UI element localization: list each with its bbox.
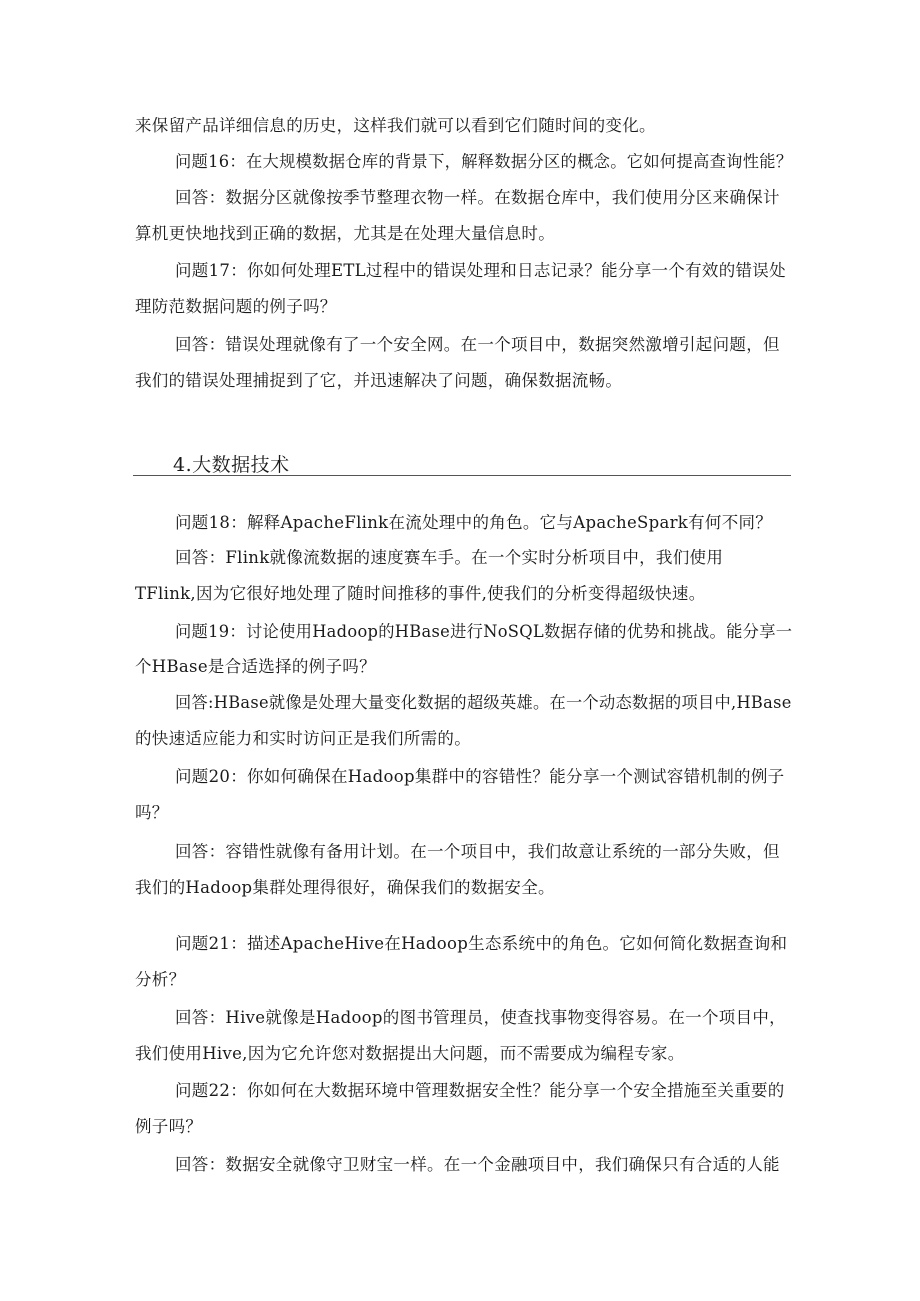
answer-17-line-1: 回答：错误处理就像有了一个安全网。在一个项目中，数据突然激增引起问题，但 <box>175 335 780 354</box>
answer-19-line-2: 的快速适应能力和实时访问正是我们所需的。 <box>135 729 471 748</box>
answer-20-line-2: 我们的Hadoop集群处理得很好，确保我们的数据安全。 <box>135 878 555 897</box>
question-16: 问题16：在大规模数据仓库的背景下，解释数据分区的概念。它如何提高查询性能？ <box>175 152 793 171</box>
answer-16-line-1: 回答：数据分区就像按季节整理衣物一样。在数据仓库中，我们使用分区来确保计 <box>175 188 780 207</box>
question-22-line-2: 例子吗？ <box>135 1117 203 1136</box>
question-20-line-1: 问题20：你如何确保在Hadoop集群中的容错性？能分享一个测试容错机制的例子 <box>175 767 785 786</box>
answer-21-line-1: 回答：Hive就像是Hadoop的图书管理员，使查找事物变得容易。在一个项目中， <box>175 1008 786 1027</box>
question-17-line-2: 理防范数据问题的例子吗？ <box>135 297 337 316</box>
section-heading: 4.大数据技术 <box>173 454 290 476</box>
question-17-line-1: 问题17：你如何处理ETL过程中的错误处理和日志记录？能分享一个有效的错误处 <box>175 261 786 280</box>
answer-22-line-1: 回答：数据安全就像守卫财宝一样。在一个金融项目中，我们确保只有合适的人能 <box>175 1155 780 1174</box>
answer-18-line-1: 回答：Flink就像流数据的速度赛车手。在一个实时分析项目中，我们使用 <box>175 548 724 567</box>
answer-20-line-1: 回答：容错性就像有备用计划。在一个项目中，我们故意让系统的一部分失败，但 <box>175 842 780 861</box>
question-18: 问题18：解释ApacheFlink在流处理中的角色。它与ApacheSpark有何不同？ <box>175 513 773 532</box>
question-20-line-2: 吗？ <box>135 803 169 822</box>
paragraph-line: 来保留产品详细信息的历史，这样我们就可以看到它们随时间的变化。 <box>135 116 656 135</box>
answer-18-line-2: TFlink,因为它很好地处理了随时间推移的事件,使我们的分析变得超级快速。 <box>135 584 706 603</box>
question-19-line-1: 问题19：讨论使用Hadoop的HBase进行NoSQL数据存储的优势和挑战。能分享一 <box>175 622 793 641</box>
question-19-line-2: 个HBase是合适选择的例子吗？ <box>135 657 376 676</box>
answer-17-line-2: 我们的错误处理捕捉到了它，并迅速解决了问题，确保数据流畅。 <box>135 371 623 390</box>
answer-19-line-1: 回答:HBase就像是处理大量变化数据的超级英雄。在一个动态数据的项目中,HBase <box>175 693 792 712</box>
question-21-line-2: 分析？ <box>135 970 186 989</box>
answer-21-line-2: 我们使用Hive,因为它允许您对数据提出大问题，而不需要成为编程专家。 <box>135 1044 685 1063</box>
section-divider <box>133 475 791 476</box>
question-21-line-1: 问题21：描述ApacheHive在Hadoop生态系统中的角色。它如何简化数据查询和 <box>175 934 788 953</box>
answer-16-line-2: 算机更快地找到正确的数据，尤其是在处理大量信息时。 <box>135 224 555 243</box>
question-22-line-1: 问题22：你如何在大数据环境中管理数据安全性？能分享一个安全措施至关重要的 <box>175 1081 785 1100</box>
